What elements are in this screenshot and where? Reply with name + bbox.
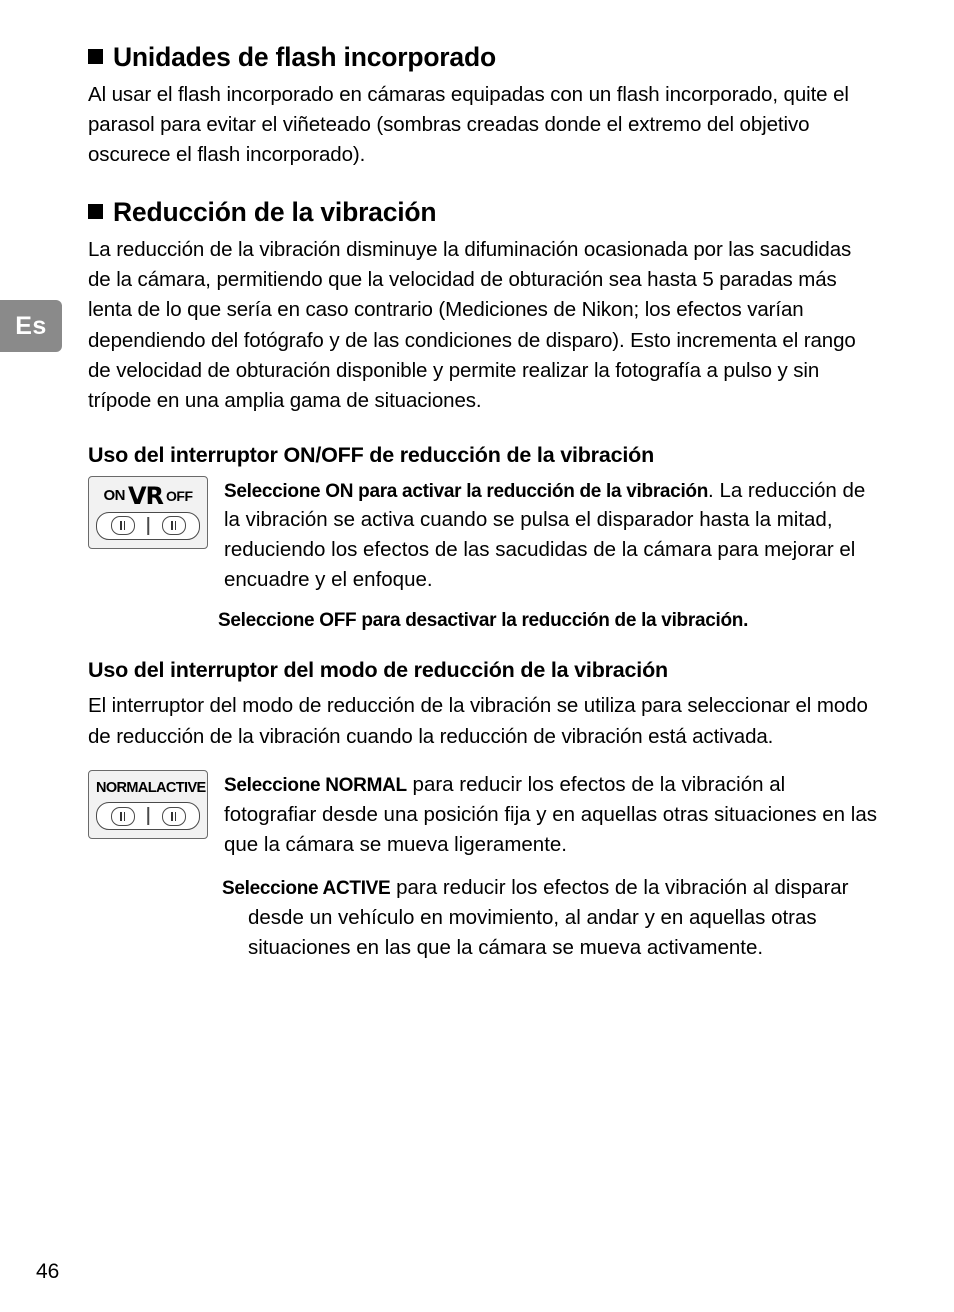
vr-onoff-switch-labels bbox=[96, 483, 200, 509]
mode-active-lead: Seleccione ACTIVE bbox=[222, 878, 391, 900]
section-heading-vr bbox=[88, 197, 878, 229]
section-heading-flash-label: Unidades de flash incorporado bbox=[113, 42, 496, 72]
section-heading-flash bbox=[88, 42, 878, 74]
mode-switch-figure bbox=[88, 770, 208, 839]
vr-mode-switch-graphic bbox=[88, 770, 208, 839]
section-heading-vr-label: Reducción de la vibración bbox=[113, 196, 437, 227]
mode-active-row bbox=[88, 873, 878, 962]
mode-normal-text: para reducir los efectos de la vibración al fotografiar desde una posición fija y en aquellas otras situaciones en las que la cámara se mueva ligeramente. bbox=[224, 773, 877, 856]
onoff-off-note-tail: . bbox=[743, 610, 749, 632]
vr-onoff-switch-graphic bbox=[88, 476, 208, 549]
language-tab: Es bbox=[0, 300, 62, 352]
switch-label-vr: VR bbox=[127, 481, 164, 510]
switch-knob-right bbox=[162, 516, 186, 535]
square-bullet-icon bbox=[88, 49, 103, 64]
onoff-description-text: . La reducción de la vibración se activa cuando se pulsa el disparador hasta la mitad, reduciendo los efectos de las sacudidas de la cámara para mejorar el encuadre y el enfoque. bbox=[224, 478, 866, 591]
onoff-illustration-row bbox=[88, 476, 878, 595]
switch-label-normal: NORMAL bbox=[96, 780, 157, 797]
switch-label-active: ACTIVE bbox=[156, 780, 206, 797]
onoff-off-note-lead: Seleccione OFF para desactivar la reducción de la vibración bbox=[218, 610, 744, 632]
onoff-description-lead: Seleccione ON para activar la reducción de la vibración bbox=[224, 480, 709, 502]
mode-active-text: para reducir los efectos de la vibración al disparar desde un vehículo en movimiento, al andar y en aquellas otras situaciones en las que la cámara se mueva activamente. bbox=[248, 876, 849, 959]
mode-switch-knob-right bbox=[162, 807, 186, 826]
page-content bbox=[88, 42, 878, 962]
subheading-mode-switch: Uso del interruptor del modo de reducción de la vibración bbox=[88, 658, 668, 683]
mode-paragraph: El interruptor del modo de reducción de la vibración se utiliza para seleccionar el modo de reducción de la vibración cuando la reducción de vibración está activada. bbox=[88, 694, 868, 748]
mode-active-description bbox=[222, 873, 878, 962]
vr-mode-switch-labels bbox=[96, 777, 206, 799]
switch-label-off: OFF bbox=[166, 487, 193, 504]
mode-switch-slider-track bbox=[96, 802, 200, 830]
subheading-onoff-switch: Uso del interruptor ON/OFF de reducción de la vibración bbox=[88, 442, 655, 467]
mode-switch-knob-left bbox=[111, 807, 135, 826]
mode-normal-description bbox=[222, 770, 878, 859]
mode-normal-lead: Seleccione NORMAL bbox=[224, 775, 407, 797]
page-number: 46 bbox=[36, 1260, 60, 1283]
switch-slider-track bbox=[96, 512, 200, 540]
switch-label-on: ON bbox=[103, 487, 125, 505]
mode-illustration-row bbox=[88, 770, 878, 859]
switch-knob-left bbox=[111, 516, 135, 535]
section-paragraph-flash: Al usar el flash incorporado en cámaras equipadas con un flash incorporado, quite el parasol para evitar el viñeteado (sombras creadas donde el extremo del objetivo oscurece el flash incorporado). bbox=[88, 82, 849, 167]
onoff-switch-figure bbox=[88, 476, 208, 549]
section-paragraph-vr: La reducción de la vibración disminuye la difuminación ocasionada por las sacudidas de la cámara, permitiendo que la velocidad de obturación sea hasta 5 paradas más lenta de lo que sería en caso contrario (Mediciones de Nikon; los efectos varían dependiendo del fotógrafo y de las condiciones de disparo). Esto incrementa el rango de velocidad de obturación disponible y permite realizar la fotografía a pulso y sin trípode en una amplia gama de situaciones. bbox=[88, 237, 856, 413]
onoff-description bbox=[222, 476, 878, 595]
square-bullet-icon bbox=[88, 204, 103, 219]
onoff-off-note bbox=[218, 610, 878, 632]
